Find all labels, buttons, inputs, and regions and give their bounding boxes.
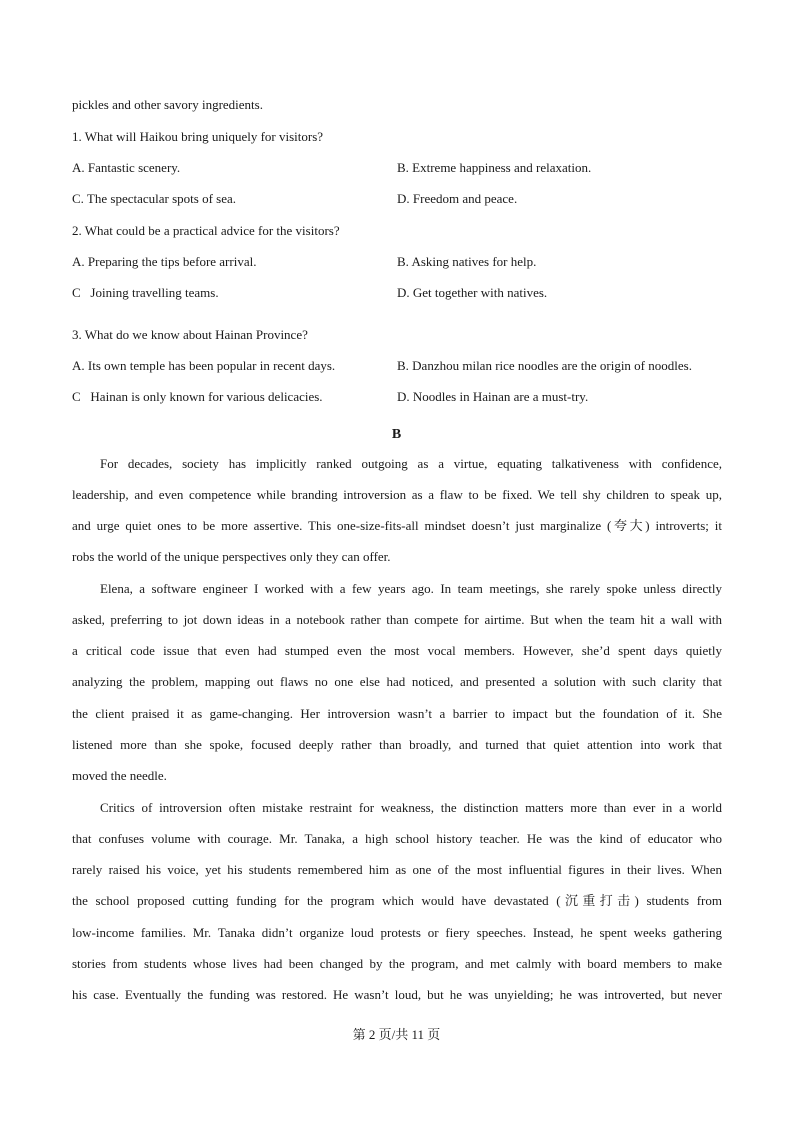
paragraph-line: Critics of introversion often mistake restraint for weakness, the distinction matters more than ever in a world <box>100 800 722 815</box>
paragraph-line: that confuses volume with courage. Mr. Tanaka, a high school history teacher. He was the kind of educator who <box>72 831 722 846</box>
paragraph-line: the school proposed cutting funding for the program which would have devastated (沉重打击) students from <box>72 893 722 908</box>
paragraph-line: the client praised it as game-changing. Her introversion wasn’t a barrier to impact but the foundation of it. She <box>72 706 722 721</box>
question-2-option-b: B. Asking natives for help. <box>397 254 537 269</box>
question-1-option-b: B. Extreme happiness and relaxation. <box>397 160 592 175</box>
question-1-option-c: C. The spectacular spots of sea. <box>72 191 237 206</box>
page-number-footer: 第 2 页/共 11 页 <box>352 1027 441 1042</box>
paragraph-line: analyzing the problem, mapping out flaws no one else had noticed, and presented a solution with such clarity that <box>72 674 722 689</box>
paragraph-line: his case. Eventually the funding was restored. He wasn’t loud, but he was unyielding; he was introverted, but never <box>72 987 722 1002</box>
question-3-stem: 3. What do we know about Hainan Province? <box>72 327 308 342</box>
question-3-option-a: A. Its own temple has been popular in recent days. <box>72 358 336 373</box>
question-3-option-d: D. Noodles in Hainan are a must-try. <box>397 389 589 404</box>
intro-tail: pickles and other savory ingredients. <box>72 97 263 112</box>
question-1-option-d: D. Freedom and peace. <box>397 191 518 206</box>
question-1-stem: 1. What will Haikou bring uniquely for visitors? <box>72 129 324 144</box>
paragraph-line: low-income families. Mr. Tanaka didn’t organize loud protests or fiery speeches. Instead, he spent weeks gathering <box>72 925 722 940</box>
section-heading: B <box>391 427 402 442</box>
paragraph-line: and urge quiet ones to be more assertive. This one-size-fits-all mindset doesn’t just marginalize (夸大) introverts; it <box>72 518 722 533</box>
paragraph-line: moved the needle. <box>72 768 167 783</box>
question-2-stem: 2. What could be a practical advice for the visitors? <box>72 223 340 238</box>
question-3-option-c: C Hainan is only known for various delicacies. <box>72 389 323 404</box>
paragraph-line: rarely raised his voice, yet his students remembered him as one of the most influential figures in their lives. When <box>72 862 722 877</box>
question-1-option-a: A. Fantastic scenery. <box>72 160 181 175</box>
question-3-option-b: B. Danzhou milan rice noodles are the origin of noodles. <box>397 358 692 373</box>
paragraph-line: For decades, society has implicitly ranked outgoing as a virtue, equating talkativeness with confidence, <box>100 456 722 471</box>
paragraph-line: a critical code issue that even had stumped even the most vocal members. However, she’d spent days quietly <box>72 643 722 658</box>
paragraph-line: listened more than she spoke, focused deeply rather than broadly, and turned that quiet attention into work that <box>72 737 722 752</box>
question-2-option-d: D. Get together with natives. <box>397 285 548 300</box>
paragraph-line: stories from students whose lives had been changed by the program, and met calmly with board members to make <box>72 956 722 971</box>
question-2-option-a: A. Preparing the tips before arrival. <box>72 254 257 269</box>
paragraph-line: asked, preferring to jot down ideas in a notebook rather than compete for airtime. But when the team hit a wall with <box>72 612 722 627</box>
paragraph-line: Elena, a software engineer I worked with a few years ago. In team meetings, she rarely spoke unless directly <box>100 581 722 596</box>
paragraph-line: robs the world of the unique perspectives only they can offer. <box>72 549 391 564</box>
question-2-option-c: C Joining travelling teams. <box>72 285 219 300</box>
paragraph-line: leadership, and even competence while branding introversion as a flaw to be fixed. We tell shy children to speak up, <box>72 487 722 502</box>
